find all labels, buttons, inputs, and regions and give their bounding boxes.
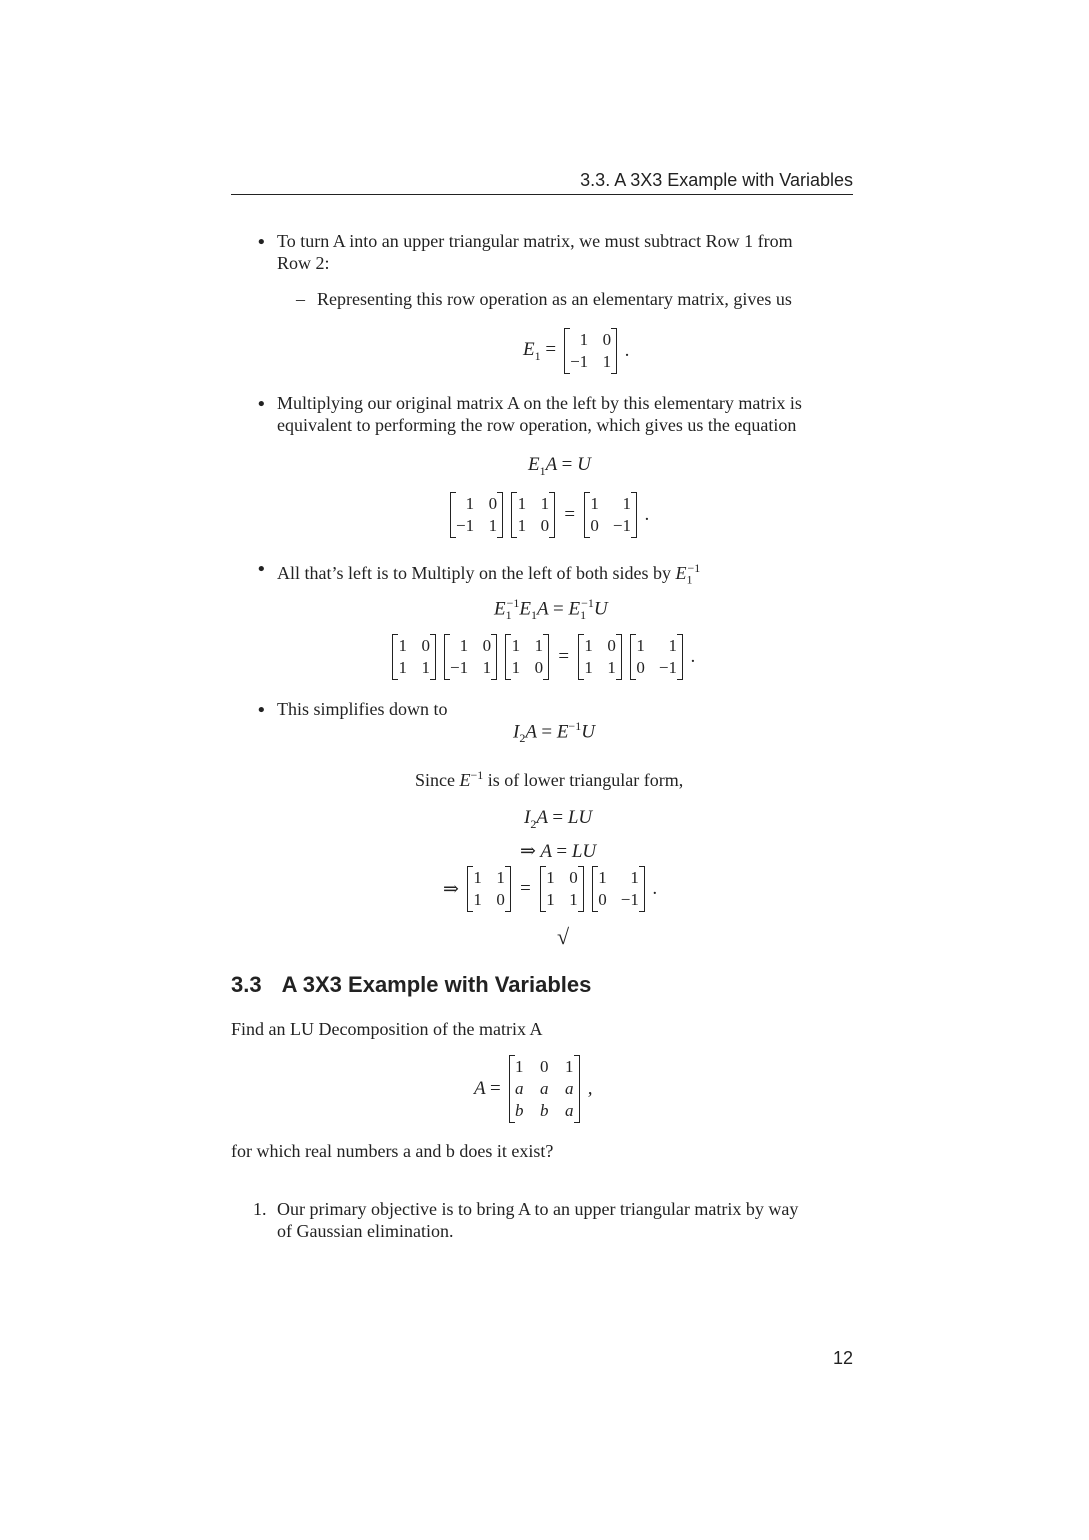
list-item-1-line-1: Our primary objective is to bring A to an upper triangular matrix by way	[277, 1199, 799, 1219]
section-heading: 3.3 A 3X3 Example with Variables	[231, 972, 592, 997]
list-item-1	[277, 1198, 857, 1242]
equation-inverse-both-sides: $E_1^{-1}E_1A = E_1^{-1}U$	[494, 596, 608, 623]
matrix-U: 1 1 0 −1	[630, 634, 683, 680]
bullet-4-text: This simplifies down to	[277, 699, 448, 719]
since-sentence: Since $E^{-1}$ is of lower triangular form,	[415, 768, 684, 790]
sub-bullet-marker: –	[296, 289, 305, 309]
equation-A-3x3: A = 1 0 1 a a a b b a ,	[474, 1055, 592, 1123]
bullet-marker: •	[256, 559, 267, 580]
header-rule	[231, 194, 853, 195]
bullet-2-text	[277, 392, 857, 436]
equation-inverse-expanded: 1 0 1 1 1 0 −1 1 1 1 1 0 = 1 0 1 1 1 1 0 −1 .	[392, 634, 696, 680]
equation-I2A: $I_2A = E^{-1}U$	[513, 719, 595, 746]
equation-I2A-LU: $I_2A$ = LU	[524, 807, 593, 831]
matrix-A: 1 1 1 0	[505, 634, 549, 680]
equation-LU-expanded: ⇒ 1 1 1 0 = 1 0 1 1 1 1 0 −1 .	[443, 866, 658, 912]
equation-A-LU: ⇒ A = LU	[520, 841, 597, 862]
paragraph-find-lu: Find an LU Decomposition of the matrix A	[231, 1019, 543, 1039]
matrix-E1-inverse: 1 0 1 1	[392, 634, 436, 680]
bullet-1-line-1: To turn A into an upper triangular matrix, we must subtract Row 1 from	[277, 231, 793, 251]
matrix-E1-inverse: 1 0 1 1	[578, 634, 622, 680]
equation-E1A-U: $E_1A = U$	[528, 454, 591, 478]
matrix-E1: 1 0 −1 1	[450, 492, 503, 538]
matrix-U: 1 1 0 −1	[584, 492, 637, 538]
bullet-1-text	[277, 230, 857, 274]
matrix-A-3x3: 1 0 1 a a a b b a	[509, 1055, 580, 1123]
bullet-3-text: All that’s left is to Multiply on the left of both sides by $E_1^{-1}$	[277, 561, 701, 587]
equation-E1: $E_1$ = 1 0 −1 1 .	[523, 328, 630, 374]
matrix-U: 1 1 0 −1	[592, 866, 645, 912]
checkmark: √	[557, 924, 570, 949]
bullet-marker: •	[256, 700, 267, 721]
running-header: 3.3. A 3X3 Example with Variables	[580, 170, 853, 190]
bullet-1-line-2: Row 2:	[277, 253, 330, 273]
equation-E1A-U-expanded: 1 0 −1 1 1 1 1 0 = 1 1 0 −1 .	[450, 492, 650, 538]
matrix-L: 1 0 1 1	[540, 866, 584, 912]
page-number: 12	[832, 1348, 853, 1368]
matrix-E1: 1 0 −1 1	[564, 328, 617, 374]
list-item-1-line-2: of Gaussian elimination.	[277, 1221, 454, 1241]
matrix-A: 1 1 1 0	[467, 866, 511, 912]
sub-bullet-text: Representing this row operation as an elementary matrix, gives us	[317, 289, 792, 309]
bullet-2-line-1: Multiplying our original matrix A on the left by this elementary matrix is	[277, 393, 802, 413]
paragraph-question: for which real numbers a and b does it exist?	[231, 1141, 554, 1161]
bullet-marker: •	[256, 232, 267, 253]
matrix-E1: 1 0 −1 1	[444, 634, 497, 680]
matrix-A: 1 1 1 0	[511, 492, 555, 538]
bullet-marker: •	[256, 394, 267, 415]
list-number: 1.	[253, 1199, 267, 1219]
bullet-2-line-2: equivalent to performing the row operation, which gives us the equation	[277, 415, 797, 435]
